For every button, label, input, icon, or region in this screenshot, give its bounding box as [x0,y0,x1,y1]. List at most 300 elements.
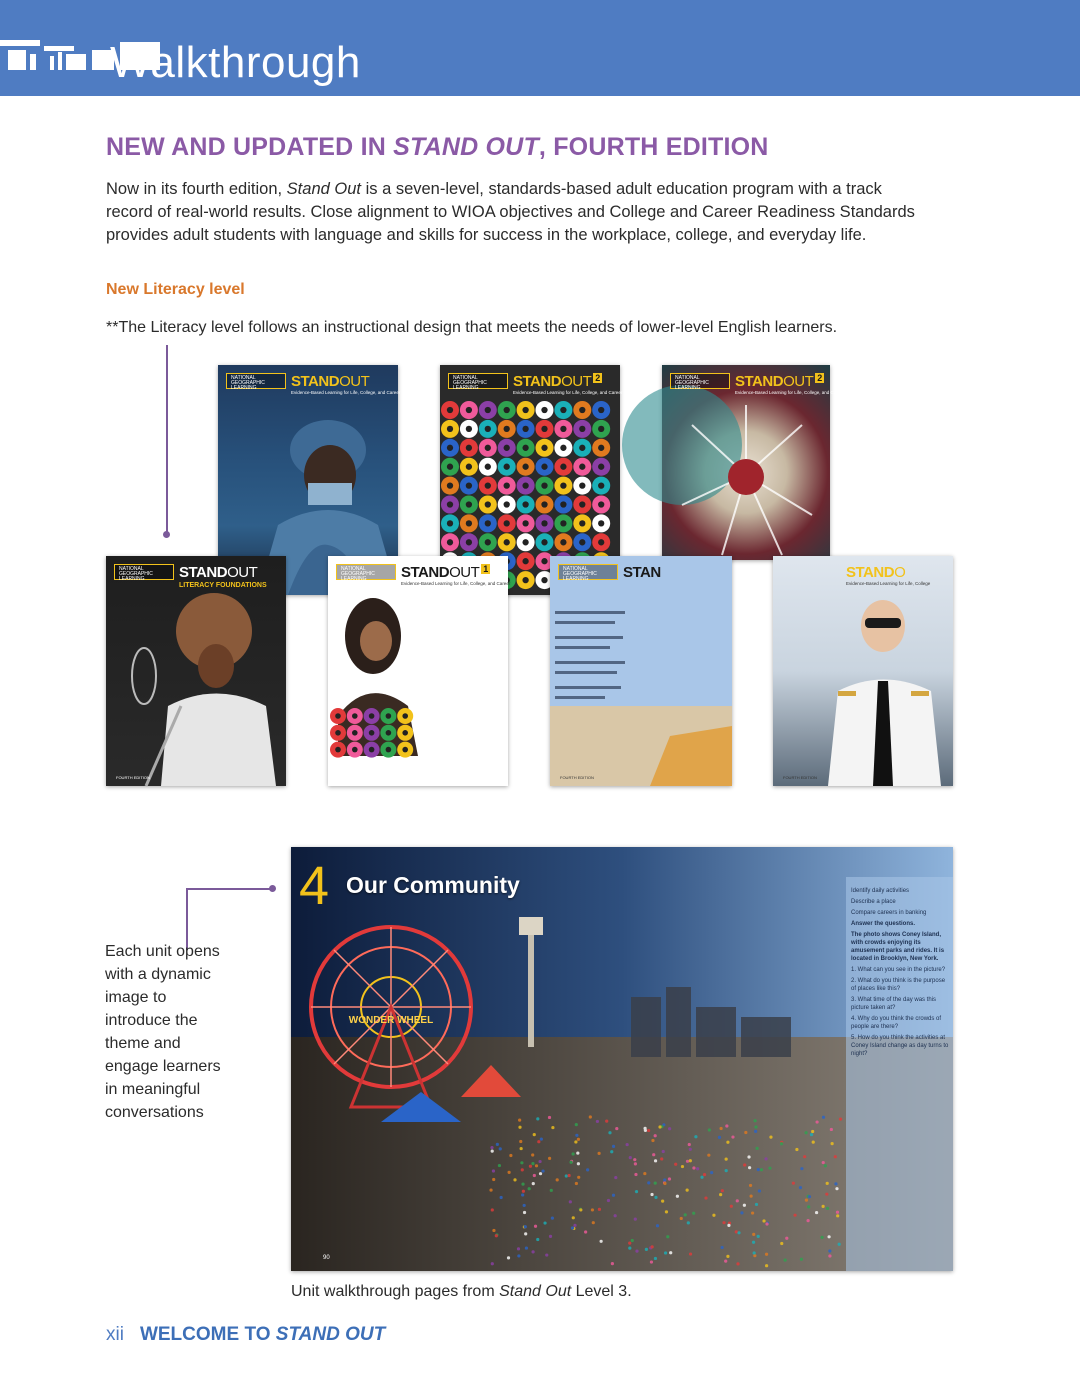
spool-hole [560,464,566,470]
crowd-figure [533,1174,536,1177]
crowd-figure [812,1141,815,1144]
crowd-figure [710,1171,713,1174]
spool-hole [447,445,453,451]
crowd-figure [753,1251,756,1254]
crowd-figure [805,1199,808,1202]
crowd-figure [521,1168,524,1171]
publisher-logo: NATIONAL GEOGRAPHIC LEARNING [114,564,174,580]
spool-hole [485,520,491,526]
spool-hole [447,501,453,507]
crowd-figure [718,1136,721,1139]
crowd-figure [780,1142,783,1145]
note-connector-dot [163,531,170,538]
crowd-figure [521,1183,524,1186]
crowd-figure [532,1182,535,1185]
crowd-figure [780,1242,783,1245]
crowd-figure [533,1133,536,1136]
crowd-figure [764,1157,767,1160]
crowd-figure [507,1256,510,1259]
crowd-figure [531,1250,534,1253]
book-cover-carnival [662,365,845,560]
crowd-figure [830,1128,833,1131]
cover-brand: STANDO [846,564,906,581]
spool-hole [579,407,585,413]
crowd-figure [730,1205,733,1208]
spool-hole [560,407,566,413]
spool-hole [504,501,510,507]
book-cover-woman [328,556,511,786]
cover-edition: FOURTH EDITION [560,775,594,780]
spool-hole [522,520,528,526]
spool-hole [598,407,604,413]
crowd-figure [569,1161,572,1164]
spool-hole [541,445,547,451]
spool-hole [541,501,547,507]
crowd-figure [784,1258,787,1261]
crowd-figure [548,1157,551,1160]
crowd-figure [635,1250,638,1253]
unit-side-intro: The photo shows Coney Island, with crowds enjoying its amusement parks and rides. It is located in Brooklyn, New York. [851,932,945,962]
crowd-figure [703,1173,706,1176]
crowd-figure [721,1246,724,1249]
cover-subtitle: LITERACY FOUNDATIONS [179,582,267,589]
crowd-figure [765,1253,768,1256]
spool-hole [352,730,358,736]
spool-hole [447,539,453,545]
crowd-figure [661,1200,664,1203]
crowd-figure [822,1205,825,1208]
crowd-figure [662,1150,665,1153]
crowd-figure [799,1186,802,1189]
crowd-figure [755,1203,758,1206]
crowd-figure [835,1187,838,1190]
crowd-figure [651,1245,654,1248]
book-cover-pilot [773,556,953,786]
spool-hole [579,520,585,526]
crowd-figure [610,1150,613,1153]
crowd-figure [725,1169,728,1172]
crowd-figure [824,1164,827,1167]
crowd-figure [643,1172,646,1175]
crowd-figure [800,1167,803,1170]
crowd-figure [753,1254,756,1257]
crowd-figure [537,1140,540,1143]
crowd-figure [525,1246,528,1249]
crowd-figure [492,1169,495,1172]
crowd-figure [753,1119,756,1122]
crowd-figure [688,1143,691,1146]
crowd-figure [838,1243,841,1246]
spool-hole [369,747,375,753]
crowd-figure [631,1239,634,1242]
cover-tagline: Evidence-Based Learning for Life, College, and Career [513,390,623,395]
crowd-figure [615,1127,618,1130]
spool-hole [466,482,472,488]
crowd-figure [517,1247,520,1250]
crowd-figure [762,1219,765,1222]
spool-hole [386,713,392,719]
crowd-figure [736,1262,739,1265]
crowd-figure [550,1189,553,1192]
crowd-figure [757,1235,760,1238]
cover-brand: STANDOUT 1 [401,564,488,581]
crowd-figure [652,1153,655,1156]
spool-hole [447,482,453,488]
cover-brand: STANDOUT [179,564,258,581]
crowd-figure [572,1216,575,1219]
woman-illustration [328,556,511,786]
crowd-figure [628,1247,631,1250]
crowd-figure [822,1161,825,1164]
crowd-figure [826,1182,829,1185]
spool-hole [466,445,472,451]
crowd-figure [803,1155,806,1158]
crowd-figure [719,1193,722,1196]
crowd-figure [492,1229,495,1232]
crowd-figure [689,1159,692,1162]
crowd-figure [612,1194,615,1197]
spool-hole [485,445,491,451]
spool-hole [522,407,528,413]
crowd-figure [825,1193,828,1196]
crowd-figure [608,1131,611,1134]
crowd-figure [491,1150,494,1153]
crowd-figure [643,1127,646,1130]
crowd-figure [660,1157,663,1160]
section-title: NEW AND UPDATED IN STAND OUT, FOURTH EDITION [106,133,769,161]
spool-hole [485,501,491,507]
crowd-figure [551,1126,554,1129]
crowd-figure [740,1211,743,1214]
page-footer [106,1324,385,1346]
crowd-figure [491,1262,494,1265]
publisher-logo: NATIONAL GEOGRAPHIC LEARNING [670,373,730,389]
cover-edition: FOURTH EDITION [783,775,817,780]
crowd-figure [721,1189,724,1192]
crowd-figure [656,1224,659,1227]
book-cover-literacy-chef [106,556,286,786]
crowd-figure [498,1164,501,1167]
crowd-figure [598,1152,601,1155]
crowd-figure [769,1136,772,1139]
crowd-figure [654,1182,657,1185]
crowd-figure [614,1214,617,1217]
crowd-figure [520,1147,523,1150]
crowd-figure [827,1235,830,1238]
crowd-figure [577,1176,580,1179]
crowd-figure [496,1143,499,1146]
crowd-figure [528,1187,531,1190]
crowd-figure [684,1213,687,1216]
crowd-figure [765,1222,768,1225]
spool-hole [560,445,566,451]
crowd-figure [600,1240,603,1243]
spool-hole [560,482,566,488]
crowd-figure [735,1230,738,1233]
crowd-figure [520,1161,523,1164]
crowd-figure [792,1182,795,1185]
crowd-figure [708,1128,711,1131]
crowd-figure [768,1167,771,1170]
spool-hole [369,730,375,736]
crowd-figure [804,1131,807,1134]
cover-tagline: Evidence-Based Learning for Life, College, and Career [401,581,511,586]
crowd-figure [529,1165,532,1168]
crowd-figure [592,1221,595,1224]
crowd-figure [647,1129,650,1132]
crowd-figure [614,1176,617,1179]
spool-hole [504,445,510,451]
crowd-figure [509,1154,512,1157]
spool-hole [541,426,547,432]
spool-hole [541,407,547,413]
spool-hole [541,464,547,470]
pilot-illustration [773,556,953,786]
crowd-figure [536,1238,539,1241]
header-band [0,0,1080,96]
crowd-figure [518,1126,521,1129]
spool-hole [352,713,358,719]
crowd-figure [541,1169,544,1172]
spool-hole [466,407,472,413]
crowd-figure [760,1168,763,1171]
crowd-figure [569,1200,572,1203]
cover-brand: STANDOUT [291,373,370,390]
note-connector-line [166,345,168,533]
crowd-figure [647,1181,650,1184]
unit-opener-spread [291,847,953,1271]
unit-goal: Describe a place [851,899,896,905]
spool-hole [522,464,528,470]
crowd-figure [611,1262,614,1265]
crowd-figure [524,1225,527,1228]
book-cover-unit-page [550,556,732,786]
crowd-figure [744,1131,747,1134]
crowd-figure [634,1218,637,1221]
literacy-note: **The Literacy level follows an instructional design that meets the needs of lower-level English learners. [106,319,838,336]
unit-side-panel [851,887,949,1061]
crowd-figure [696,1167,699,1170]
crowd-figure [815,1120,818,1123]
spool-hole [504,482,510,488]
crowd-figure [654,1196,657,1199]
spool-hole [541,539,547,545]
spool-hole [466,426,472,432]
spool-hole [335,747,341,753]
crowd-figure [700,1176,703,1179]
crowd-figure [571,1226,574,1229]
unit-question: 1. What can you see in the picture? [851,967,946,973]
spool-hole [522,539,528,545]
crowd-figure [666,1235,669,1238]
crowd-figure [518,1119,521,1122]
spool-hole [560,520,566,526]
crowd-figure [531,1162,534,1165]
cover-tagline: Evidence-Based Learning for Life, College [846,581,931,586]
spool-hole [447,464,453,470]
unit-question: 2. What do you think is the purpose of places like this? [851,978,946,992]
callout-connector-horizontal [186,888,272,890]
crowd-figure [751,1211,754,1214]
crowd-figure [577,1162,580,1165]
cover-brand: STANDOUT 2 [513,373,600,390]
crowd-figure [607,1199,610,1202]
crowd-figure [531,1153,534,1156]
crowd-figure [645,1248,648,1251]
crowd-figure [579,1208,582,1211]
crowd-figure [523,1211,526,1214]
crowd-figure [572,1152,575,1155]
spool-hole [598,520,604,526]
spool-hole [541,482,547,488]
crowd-figure [565,1174,568,1177]
crowd-figure [811,1130,814,1133]
crowd-figure [650,1193,653,1196]
spool-hole [485,426,491,432]
crowd-figure [692,1212,695,1215]
chef-illustration [106,556,286,786]
crowd-figure [543,1221,546,1224]
spool-hole [522,501,528,507]
crowd-figure [634,1162,637,1165]
crowd-figure [540,1137,543,1140]
crowd-figure [795,1148,798,1151]
crowd-figure [836,1211,839,1214]
spool-hole [541,520,547,526]
footer-label: WELCOME TO STAND OUT [139,1324,386,1345]
crowd-figure [551,1217,554,1220]
crowd-figure [513,1178,516,1181]
crowd-figure [629,1156,632,1159]
crowd-figure [500,1196,503,1199]
spool-hole [579,482,585,488]
crowd-figure [612,1145,615,1148]
crowd-figure [669,1251,672,1254]
crowd-figure [726,1141,729,1144]
spool-hole [579,539,585,545]
cover-tagline: Evidence-Based Learning for Life, College, and Career [735,390,845,395]
spool-hole [541,558,547,564]
crowd-figure [654,1159,657,1162]
spool-hole [504,539,510,545]
spool-hole [522,445,528,451]
crowd-figure [727,1224,730,1227]
crowd-figure [806,1219,809,1222]
spool-hole [485,482,491,488]
crowd-figure [524,1232,527,1235]
crowd-figure [663,1178,666,1181]
crowd-figure [626,1143,629,1146]
crowd-figure [754,1125,757,1128]
crowd-figure [668,1177,671,1180]
crowd-figure [694,1135,697,1138]
crowd-figure [535,1164,538,1167]
crowd-figure [750,1194,753,1197]
crowd-figure [634,1173,637,1176]
crowd-figure [747,1155,750,1158]
crowd-figure [650,1260,653,1263]
unit-page-number: 90 [323,1255,330,1261]
crowd-figure [665,1210,668,1213]
unit-goal: Compare careers in banking [851,910,927,916]
crowd-figure [722,1221,725,1224]
spool-hole [466,539,472,545]
crowd-figure [720,1127,723,1130]
crowd-figure [828,1249,831,1252]
crowd-figure [499,1147,502,1150]
crowd-figure [591,1208,594,1211]
crowd-figure [834,1155,837,1158]
spool-hole [335,730,341,736]
crowd-figure [836,1214,839,1217]
crowd-figure [686,1188,689,1191]
crowd-figure [765,1264,768,1267]
crowd-figure [674,1163,677,1166]
publisher-logo: NATIONAL GEOGRAPHIC LEARNING [336,564,396,580]
literacy-subheading: New Literacy level [106,281,245,298]
crowd-figure [596,1120,599,1123]
spool-hole [447,407,453,413]
crowd-figure [635,1190,638,1193]
spool-hole [386,747,392,753]
crowd-figure [758,1189,761,1192]
publisher-logo: NATIONAL GEOGRAPHIC LEARNING [226,373,286,389]
crowd-figure [575,1182,578,1185]
crowd-figure [808,1195,811,1198]
crowd-figure [651,1139,654,1142]
crowd-figure [658,1125,661,1128]
crowd-figure [793,1214,796,1217]
spool-hole [560,501,566,507]
crowd-figure [633,1158,636,1161]
crowd-figure [589,1115,592,1118]
unit-goal: Identify daily activities [851,888,910,894]
crowd-figure [826,1207,829,1210]
crowd-figure [704,1196,707,1199]
crowd-figure [692,1166,695,1169]
cover-tagline: Evidence-Based Learning for Life, College, and Career [291,390,401,395]
crowd-figure [521,1193,524,1196]
crowd-figure [664,1251,667,1254]
spool-hole [522,426,528,432]
spool-hole [579,426,585,432]
crowd-figure [831,1142,834,1145]
spool-hole [504,426,510,432]
spool-hole [402,713,408,719]
crowd-figure [574,1140,577,1143]
spool-hole [541,577,547,583]
cover-brand: STAN [623,564,661,581]
unit-question: 3. What time of the day was this picture taken at? [851,997,937,1011]
spool-hole [504,520,510,526]
spool-hole [522,558,528,564]
crowd-figure [575,1134,578,1137]
unit-callout-text: Each unit opens with a dynamic image to introduce the theme and engage learners in meaningful conversations [105,943,221,1121]
crowd-figure [573,1224,576,1227]
crowd-figure [743,1204,746,1207]
crowd-figure [538,1160,541,1163]
crowd-figure [737,1231,740,1234]
spool-hole [369,713,375,719]
crowd-figure [822,1116,825,1119]
crowd-figure [628,1242,631,1245]
spool-hole [402,730,408,736]
crowd-figure [548,1116,551,1119]
crowd-figure [800,1258,803,1261]
crowd-figure [522,1190,525,1193]
spool-hole [504,464,510,470]
crowd-figure [807,1205,810,1208]
